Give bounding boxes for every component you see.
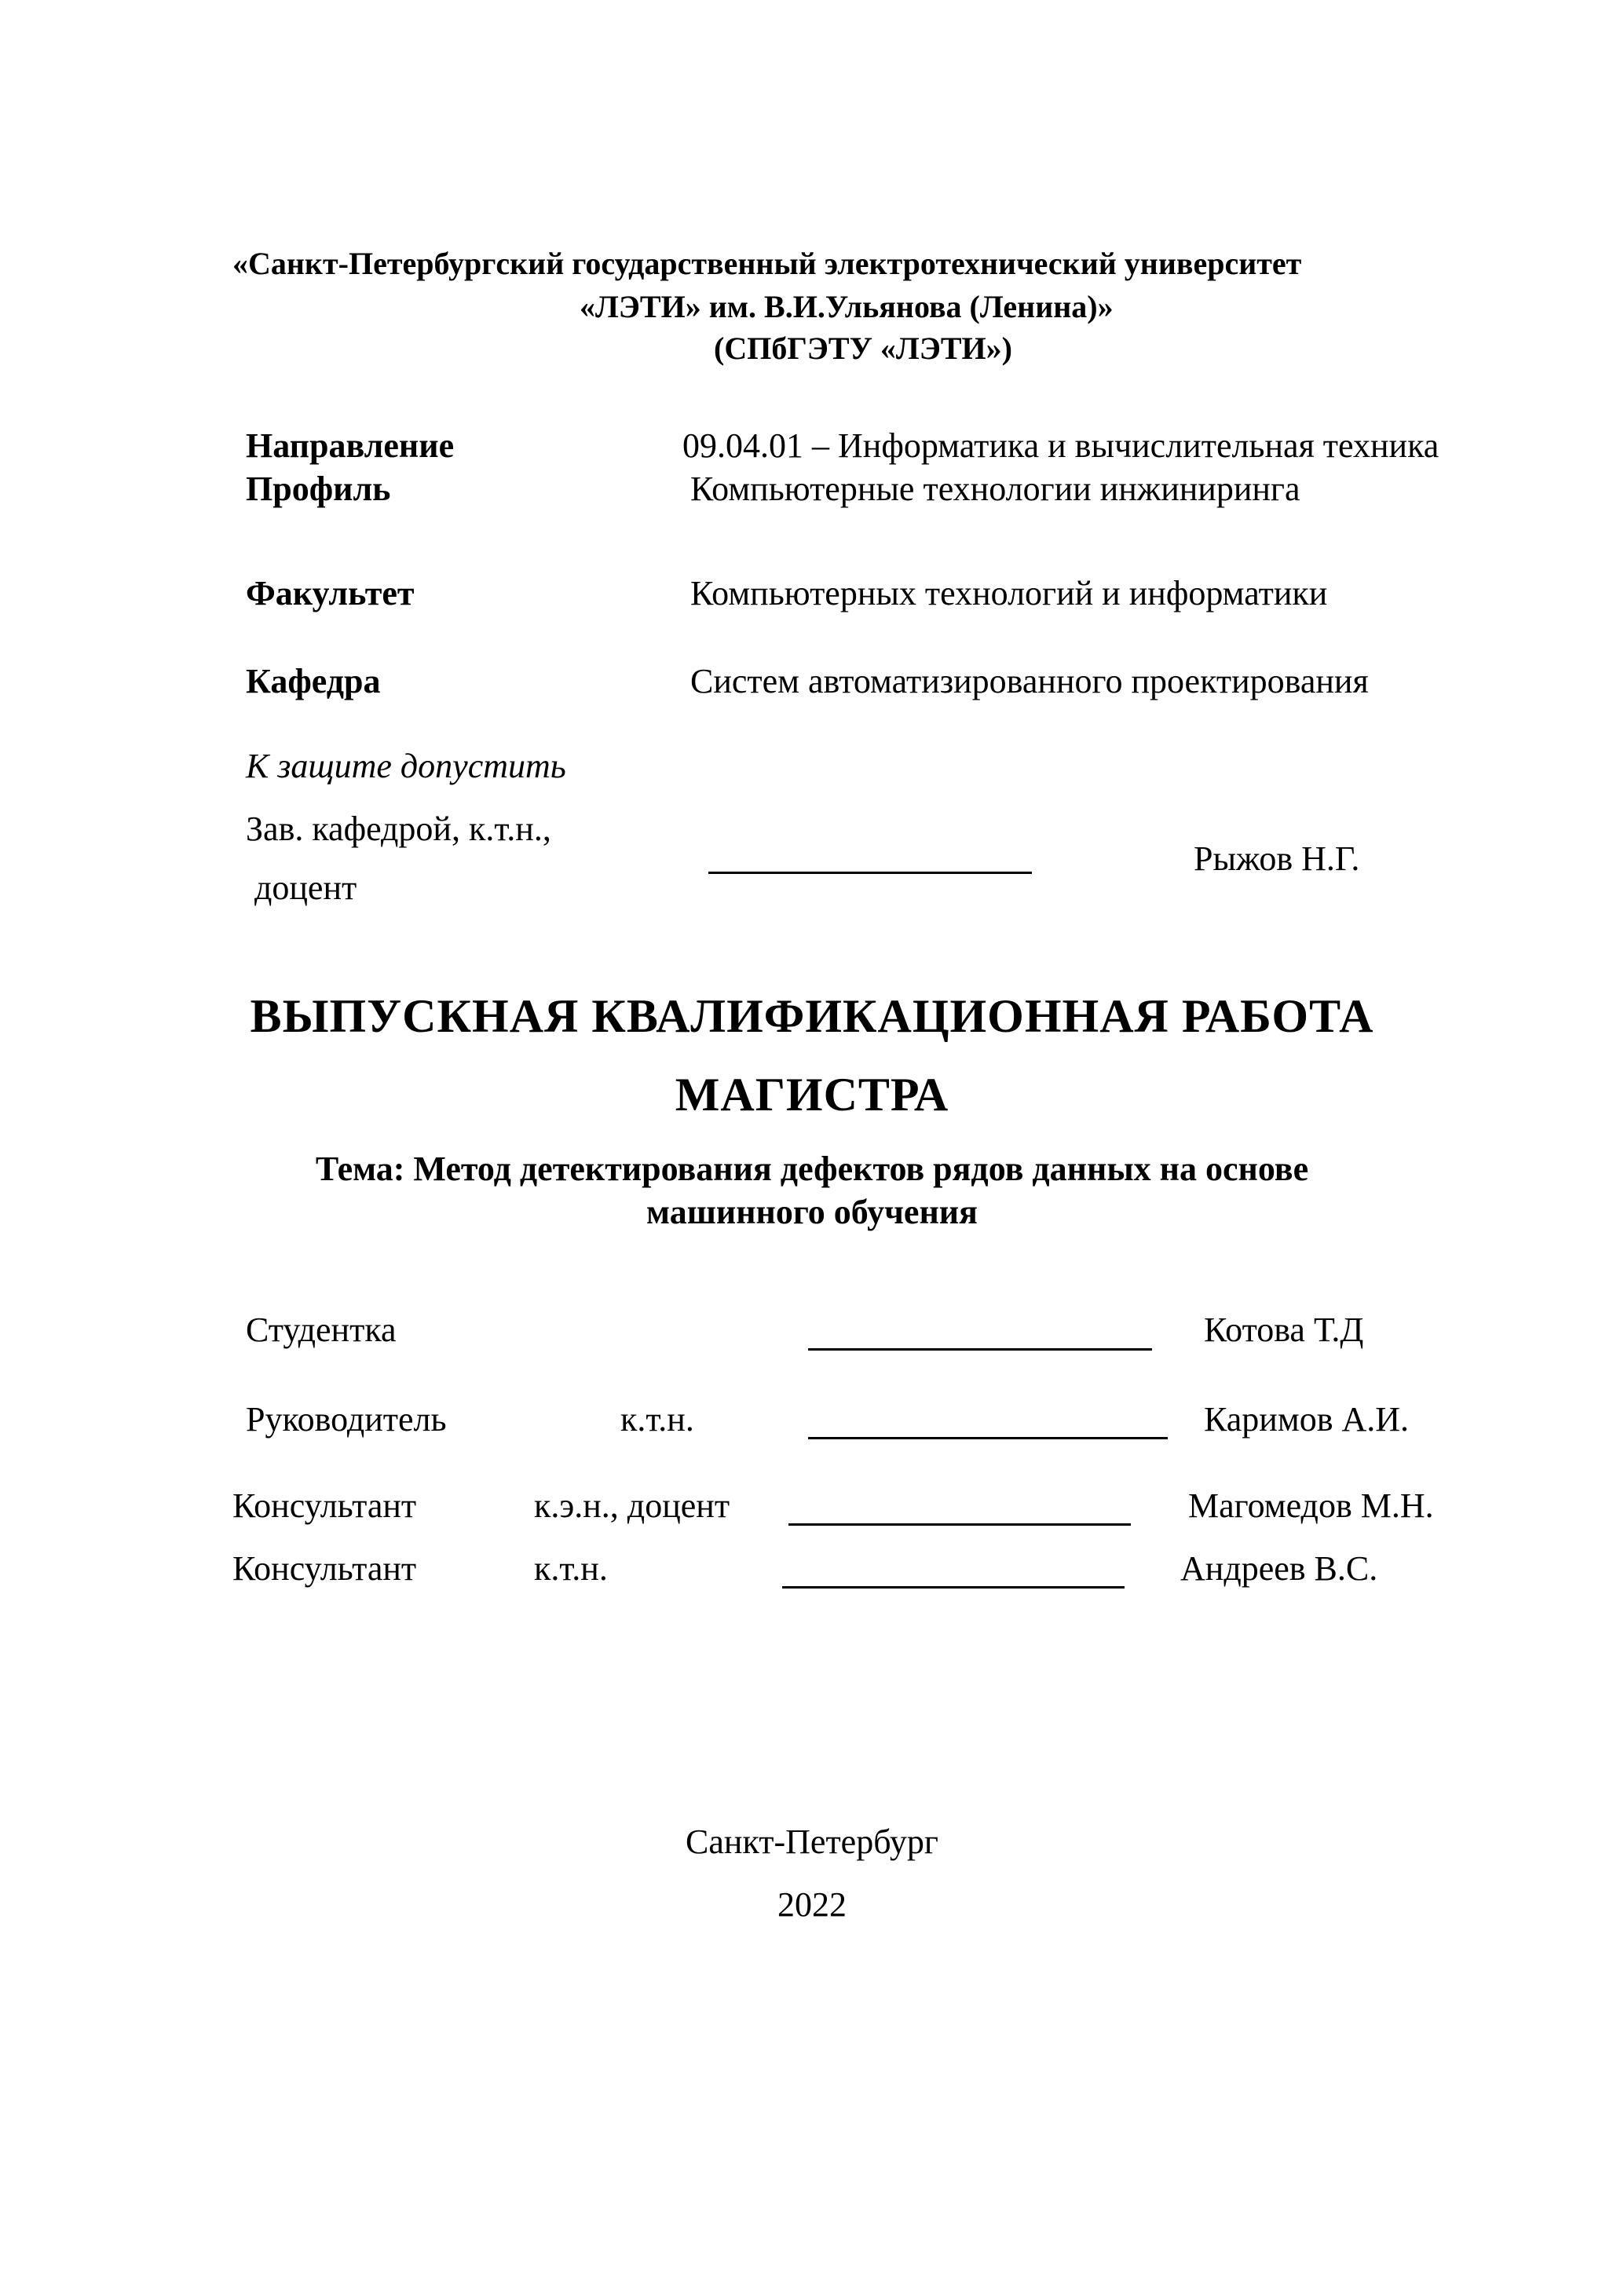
signature-name: Каримов А.И. <box>1204 1400 1410 1439</box>
signature-line <box>788 1523 1131 1526</box>
university-name-line1: «Санкт-Петербургский государственный электротехнический университет <box>232 246 1302 281</box>
signature-role: Консультант <box>232 1486 417 1525</box>
profile-value: Компьютерные технологии инжиниринга <box>690 470 1300 508</box>
head-of-department-line2: доцент <box>254 868 357 907</box>
head-of-department-line1: Зав. кафедрой, к.т.н., <box>246 810 551 848</box>
document-title-line2: МАГИСТРА <box>675 1069 949 1121</box>
thesis-theme-line2: машинного обучения <box>646 1193 978 1231</box>
signature-name: Андреев В.С. <box>1180 1549 1378 1588</box>
thesis-theme-line1: Тема: Метод детектирования дефектов рядов данных на основе <box>315 1150 1309 1188</box>
university-name-line2: «ЛЭТИ» им. В.И.Ульянова (Ленина)» <box>580 289 1114 324</box>
department-label: Кафедра <box>246 662 381 700</box>
signature-name: Котова Т.Д <box>1204 1311 1364 1349</box>
profile-label: Профиль <box>246 470 391 508</box>
direction-label: Направление <box>246 426 455 465</box>
faculty-label: Факультет <box>246 574 415 612</box>
signature-role: Руководитель <box>246 1400 447 1439</box>
year: 2022 <box>777 1885 847 1924</box>
department-value: Систем автоматизированного проектирования <box>690 662 1369 700</box>
signature-line <box>782 1586 1125 1589</box>
signature-role: Консультант <box>232 1549 417 1588</box>
faculty-value: Компьютерных технологий и информатики <box>690 574 1328 612</box>
head-signature-line <box>708 872 1032 874</box>
signature-line <box>808 1437 1168 1439</box>
signature-name: Магомедов М.Н. <box>1188 1486 1434 1525</box>
signature-degree: к.т.н. <box>620 1400 694 1439</box>
head-of-department-name: Рыжов Н.Г. <box>1194 839 1360 878</box>
direction-value: 09.04.01 – Информатика и вычислительная техника <box>682 426 1439 465</box>
signature-degree: к.э.н., доцент <box>534 1486 730 1525</box>
signature-role: Студентка <box>246 1311 397 1349</box>
admit-to-defense: К защите допустить <box>246 747 566 785</box>
university-abbr: (СПбГЭТУ «ЛЭТИ») <box>714 331 1012 366</box>
document-title-line1: ВЫПУСКНАЯ КВАЛИФИКАЦИОННАЯ РАБОТА <box>250 990 1374 1042</box>
city: Санкт-Петербург <box>686 1823 938 1861</box>
signature-degree: к.т.н. <box>534 1549 608 1588</box>
signature-line <box>808 1348 1152 1351</box>
